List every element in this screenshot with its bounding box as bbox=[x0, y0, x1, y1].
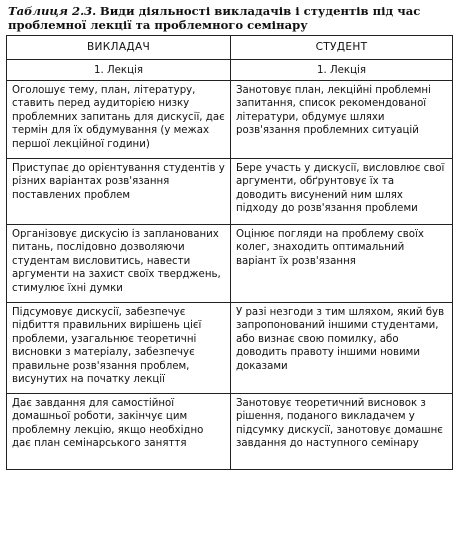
subheader-teacher: 1. Лекція bbox=[7, 60, 231, 81]
header-row bbox=[7, 36, 453, 60]
teacher-cell: Дає завдання для самостійної домашньої роботи, закінчує цим проблемну лекцію, якщо необхідно дає план семінарського заняття bbox=[7, 394, 231, 470]
teacher-cell: Організовує дискусію із запланованих питань, послідовно дозволяючи студентам висловитись, навести аргументи на захист своїх тверджень, стимулює їхні думки bbox=[7, 225, 231, 303]
teacher-cell: Оголошує тему, план, літературу, ставить перед аудиторією низку проблемних запитань для дискусії, дає термін для їх обдумування (у межах першої лекційної години) bbox=[7, 81, 231, 159]
table-row bbox=[7, 159, 453, 225]
student-cell: Занотовує теоретичний висновок з рішення, поданого викладачем у підсумку дискусії, занотовує домашнє завдання до наступного семінару bbox=[231, 394, 453, 470]
subheader-row bbox=[7, 60, 453, 81]
table-caption bbox=[8, 4, 452, 32]
header-student: СТУДЕНТ bbox=[231, 36, 453, 60]
student-cell: У разі незгоди з тим шляхом, який був запропонований іншими студентами, або визнає свою помилку, або доводить правоту іншими новими доказами bbox=[231, 303, 453, 394]
student-cell: Оцінює погляди на проблему своїх колег, знаходить оптимальний варіант їх розв'язання bbox=[231, 225, 453, 303]
table-row bbox=[7, 225, 453, 303]
activities-table bbox=[6, 35, 453, 470]
header-teacher: ВИКЛАДАЧ bbox=[7, 36, 231, 60]
student-cell: Бере участь у дискусії, висловлює свої аргументи, обґрунтовує їх та доводить висунений ним шлях підходу до розв'язання проблеми bbox=[231, 159, 453, 225]
student-cell: Занотовує план, лекційні проблемні запитання, список рекомендованої літератури, обдумує шляхи розв'язання проблемних ситуацій bbox=[231, 81, 453, 159]
teacher-cell: Приступає до орієнтування студентів у різних варіантах розв'язання поставлених проблем bbox=[7, 159, 231, 225]
teacher-cell: Підсумовує дискусії, забезпечує підбиття правильних вирішень цієї проблеми, узагальнює теоретичні висновки з матеріалу, забезпечує правильне розв'язання проблем, висунутих на початку лекції bbox=[7, 303, 231, 394]
table-row bbox=[7, 303, 453, 394]
table-row bbox=[7, 394, 453, 470]
caption-label: Таблиця 2.3. bbox=[8, 4, 97, 18]
table-row bbox=[7, 81, 453, 159]
subheader-student: 1. Лекція bbox=[231, 60, 453, 81]
caption-title: Види діяльності викладачів і студентів під час проблемної лекції та проблемного семінару bbox=[8, 4, 421, 32]
